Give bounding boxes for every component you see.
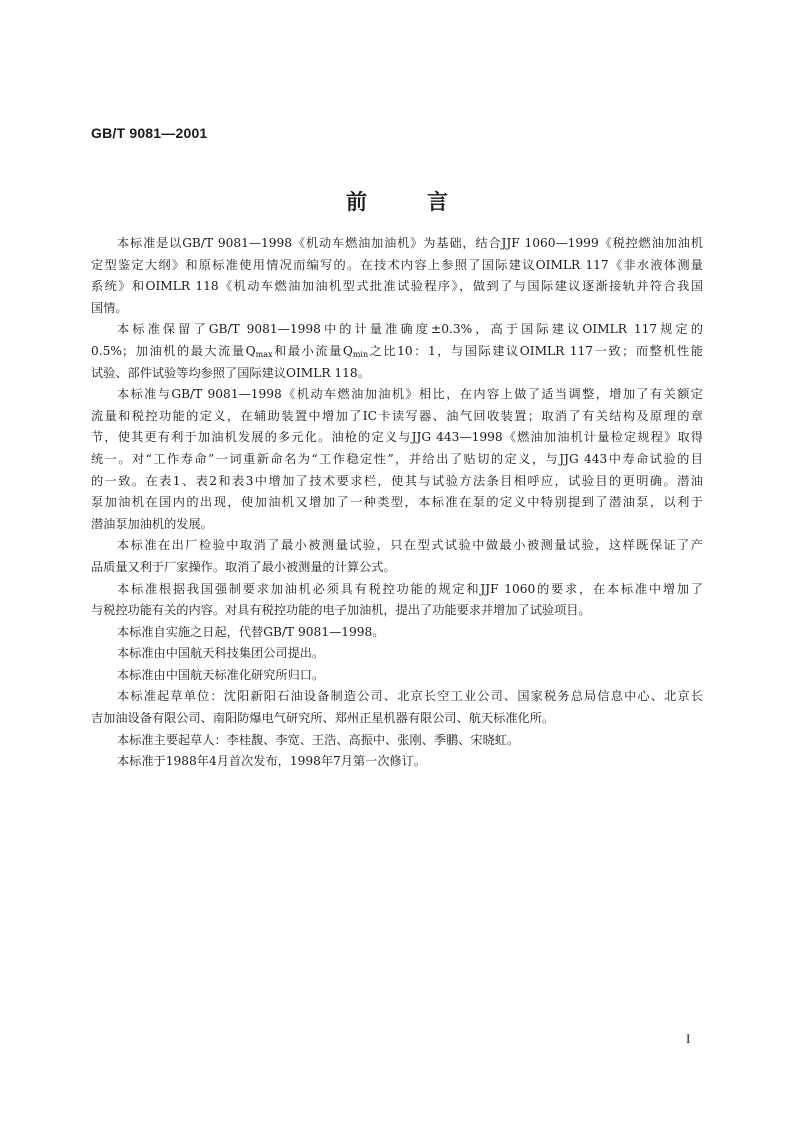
paragraph-line: 流量和税控功能的定义，在辅助装置中增加了IC卡读写器、油气回收装置；取消了有关结构及原理的章 (91, 408, 703, 423)
paragraph-line: 的一致。在表1、表2和表3中增加了技术要求栏，使其与试验方法条目相呼应，试验目的更明确。潜油 (91, 473, 703, 488)
q-max-subscript: max (255, 349, 273, 359)
q-min-subscript: min (352, 349, 369, 359)
page-title: 前言 (346, 190, 508, 214)
paragraph-line: 品质量又利于厂家操作。取消了最小被测量的计算公式。 (91, 559, 396, 574)
paragraph-line: 本标准于1988年4月首次发布，1998年7月第一次修订。 (117, 754, 427, 769)
paragraph-line-formula (91, 341, 703, 363)
paragraph-line: 系统》和OIMLR 118《机动车燃油加油机型式批准试验程序》，做到了与国际建议逐渐接轨并符合我国 (91, 279, 703, 294)
standard-code: GB/T 9081—2001 (91, 125, 208, 141)
flow-text-between: 和最小流量Q (272, 343, 353, 358)
paragraph-line: 本标准自实施之日起，代替GB/T 9081—1998。 (117, 624, 385, 639)
paragraph-line: 本标准保留了GB/T 9081—1998中的计量准确度±0.3%，高于国际建议OIMLR 117规定的 (117, 322, 703, 337)
paragraph-line: 本标准主要起草人：李桂馥、李宽、王浩、高振中、张刚、季鹏、宋晓虹。 (117, 732, 520, 747)
paragraph-line: 本标准与GB/T 9081—1998《机动车燃油加油机》相比，在内容上做了适当调整，增加了有关额定 (117, 387, 703, 402)
paragraph-line: 国情。 (91, 300, 128, 315)
page-number: I (686, 1031, 691, 1046)
paragraph-line: 节，使其更有利于加油机发展的多元化。油枪的定义与JJG 443—1998《燃油加油机计量检定规程》取得 (91, 430, 703, 445)
paragraph-line: 本标准起草单位：沈阳新阳石油设备制造公司、北京长空工业公司、国家税务总局信息中心、北京长 (117, 689, 703, 704)
paragraph-line: 本标准是以GB/T 9081—1998《机动车燃油加油机》为基础，结合JJF 1060—1999《税控燃油加油机 (117, 236, 703, 250)
paragraph-line: 潜油泵加油机的发展。 (91, 516, 213, 531)
flow-text-start: 0.5%；加油机的最大流量Q (91, 343, 256, 358)
paragraph-line: 泵加油机在国内的出现，使加油机又增加了一种类型，本标准在泵的定义中特别提到了潜油泵，以利于 (91, 495, 703, 510)
flow-text-after: 之比10：1，与国际建议OIMLR 117一致；而整机性能 (368, 343, 703, 358)
paragraph-line: 本标准根据我国强制要求加油机必须具有税控功能的规定和JJF 1060的要求，在本标准中增加了 (117, 581, 703, 596)
foreword-body (91, 233, 703, 773)
paragraph-line: 试验、部件试验等均参照了国际建议OIMLR 118。 (91, 365, 370, 380)
paragraph-line: 本标准在出厂检验中取消了最小被测量试验，只在型式试验中做最小被测量试验，这样既保证了产 (117, 538, 703, 553)
paragraph-line: 吉加油设备有限公司、南阳防爆电气研究所、郑州正星机器有限公司、航天标准化所。 (91, 711, 555, 726)
paragraph-line: 与税控功能有关的内容。对具有税控功能的电子加油机，提出了功能要求并增加了试验项目。 (91, 603, 591, 618)
paragraph-line: 统一。对“工作寿命”一词重新命名为“工作稳定性”，并给出了贴切的定义，与JJG 443中寿命试验的目 (91, 451, 703, 466)
paragraph-line: 本标准由中国航天标准化研究所归口。 (117, 667, 325, 682)
paragraph-line: 本标准由中国航天科技集团公司提出。 (117, 646, 325, 661)
paragraph-line: 定型鉴定大纲》和原标准使用情况而编写的。在技术内容上参照了国际建议OIMLR 117《非水液体测量 (91, 257, 703, 272)
